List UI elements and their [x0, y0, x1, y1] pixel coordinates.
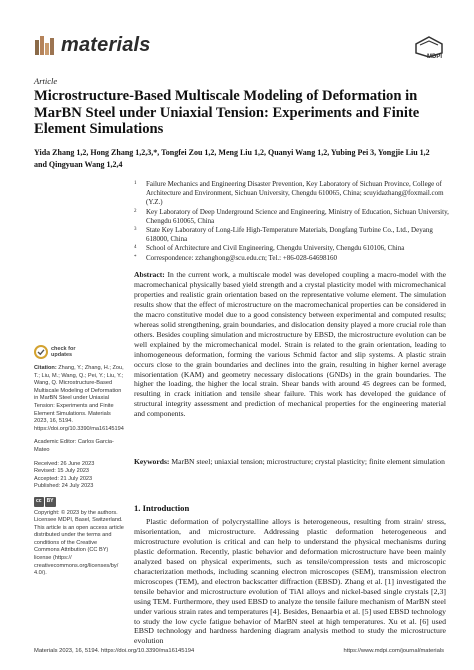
academic-editor: Academic Editor: Carlos Garcia-Mateo	[34, 439, 114, 453]
revised-date: Revised: 15 July 2023	[34, 468, 90, 475]
keywords	[134, 457, 446, 467]
publisher-name: MDPI	[427, 54, 442, 60]
affiliation-number: 3	[134, 227, 137, 233]
affiliation-text: State Key Laboratory of Long-Life High-Temperature Materials, Dongfang Turbine Co., Ltd., Deyang 618000, China	[146, 226, 433, 244]
keywords-text: MarBN steel; uniaxial tension; microstructure; crystal plasticity; finite element simulation	[171, 457, 445, 466]
affiliation-text: School of Architecture and Civil Engineering, Chengdu University, Chengdu 610106, China	[146, 244, 405, 253]
affiliations	[134, 180, 454, 263]
history-dates	[34, 461, 124, 491]
affiliation-number: 2	[134, 208, 137, 214]
authors-line-1: Yida Zhang 1,2, Hong Zhang 1,2,3,*, Tongfei Zou 1,2, Meng Liu 1,2, Quanyi Wang 1,2, Yubing Pei 3, Yongjie Liu 1,2	[34, 148, 430, 157]
page-header	[34, 34, 444, 66]
citation-text: Zhang, Y.; Zhang, H.; Zou, T.; Liu, M.; Wang, Q.; Pei, Y.; Liu, Y.; Wang, Q. Microstructure-Based Multiscale Modeling of Deformation in MarBN Steel under Uniaxial Tension: Experiments and Finite Element Simulations. Materials 2023, 16, 5194. https://doi.org/10.3390/ma16145194	[34, 365, 124, 432]
affiliation-number: 1	[134, 181, 137, 186]
check-updates-label: check for	[51, 346, 76, 352]
abstract-label: Abstract:	[134, 270, 165, 279]
affiliation-number: 4	[134, 245, 137, 251]
check-updates-icon	[34, 345, 48, 359]
abstract-text: In the current work, a multiscale model was developed coupling a macro-model with the macromechanical physically based yield strength and a crystal plasticity model with micromechanical properties and realistic grain orientation based on the representative volume element. The simulation results show that the effect of microstructure on the macromechanical properties can be considered in the macro constitutive model due to a good consistency between experimental and computed results; whereas solid strengthening, grain boundaries, and dislocation density played a more crucial role than others. Besides coupling simulation and microstructure by EBSD, the microstructure evolution can be well explained by the micromechanical model. Strain is related to the grain orientation, leading to inhomogeneous deformation, forming the various Schmid factor and slip systems. A plastic strain occurs close to the grain boundaries and declines into the grain, resulting in higher kernel average misorientation (KAM) and geometry necessary dislocations (GNDs) in the grain boundaries. The higher the loading, the higher the local strain. Shear bands with around 45 degrees can be formed, resulting in crack initiation and tensile shear failure. This work has developed the guidance of structural integrity assessment and prediction of mechanical properties for the engineering material and components.	[134, 270, 446, 419]
citation-label: Citation:	[34, 365, 57, 371]
footer-citation: Materials 2023, 16, 5194. https://doi.org/10.3390/ma16145194	[34, 648, 195, 654]
affiliation-text: Failure Mechanics and Engineering Disaster Prevention, Key Laboratory of Sichuan Province, College of Architecture and Environment, Sichuan University, Chengdu 610065, China; scuyidazhang@foxmail.com (Y.Z.)	[146, 180, 444, 207]
affiliation-3	[134, 226, 454, 244]
article-title: Microstructure-Based Multiscale Modeling of Deformation in MarBN Steel under Uniaxial Tension: Experiments and Finite Element Simulations	[34, 88, 420, 137]
accepted-date: Accepted: 21 July 2023	[34, 475, 93, 482]
affiliation-text: Key Laboratory of Deep Underground Science and Engineering, Ministry of Education, Sichuan University, Chengdu 610065, China	[146, 207, 449, 225]
introduction-paragraph: Plastic deformation of polycrystalline alloys is heterogeneous, resulting from strain/ stress, misorientation, and microstructure. Addressing plastic deformation heterogeneous and microstructure evolution is critical and can help to understand the physical mechanisms during plastic deformation. Recently, plastic behavior and deformation microstructure have been mainly analyzed based on physical experiments, such as tensile/compression tests and microscopic characterization methods, including scanning electron microscopes (SEM), transmission electron microscopes (TEM), and electron backscatter diffraction (EBSD). Zhang et al. [1] investigated the tensile behavior and microstructure evolution of TiAl alloys and nickel-based single crystals [2,3] using TEM. Furthermore, they used EBSD to analyze the tensile failure mechanism of MarBN steel under various strain rates and temperatures [4]. Besides, Benaarbia et al. [5] used EBSD technology to study the low cycle fatigue behavior of MarBN steel at high temperatures. Xu et al. [6] used EBSD technology and hardness hardening diagram analysis method to study the microstructure evolution	[134, 517, 446, 646]
correspondence-text: Correspondence: zzhanghong@scu.edu.cn; Tel.: +86-028-64698160	[146, 253, 337, 262]
materials-logo-icon	[34, 34, 56, 56]
affiliation-4	[134, 244, 454, 253]
journal-link[interactable]: https://www.mdpi.com/journal/materials	[343, 648, 444, 654]
received-date: Received: 26 June 2023	[34, 460, 95, 467]
keywords-label: Keywords:	[134, 457, 170, 466]
section-heading: 1. Introduction	[134, 503, 190, 513]
abstract	[134, 270, 446, 419]
article-type: Article	[34, 76, 58, 86]
cc-license-icon: cc BY	[34, 497, 56, 507]
check-for-updates-button[interactable]	[34, 345, 124, 359]
article-sidebar	[34, 345, 124, 584]
citation	[34, 365, 124, 433]
published-date: Published: 24 July 2023	[34, 483, 94, 490]
check-updates-label: updates	[51, 352, 73, 358]
correspondence	[134, 254, 454, 263]
affiliation-1	[134, 180, 454, 208]
affiliation-2	[134, 208, 454, 226]
author-list	[34, 147, 454, 171]
copyright: Copyright: © 2023 by the authors. Licensee MDPI, Basel, Switzerland. This article is an open access article distributed under the terms and conditions of the Creative Commons Attribution (CC BY) license (https:// creativecommons.org/licenses/by/ 4.0/).	[34, 509, 124, 577]
correspondence-mark: *	[134, 254, 137, 260]
authors-line-2: and Qingyuan Wang 1,2,4	[34, 160, 123, 169]
journal-name: materials	[61, 34, 151, 56]
